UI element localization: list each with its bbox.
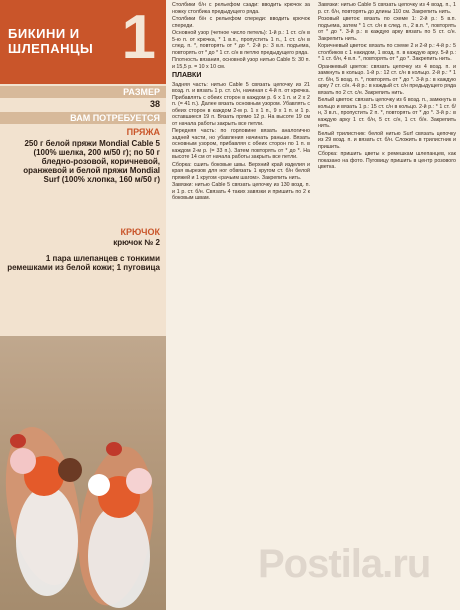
- extra-materials: 1 пара шлепанцев с тонкими ремешками из белой кожи; 1 пуговица: [7, 254, 160, 272]
- paragraph: Розовый цветок: вязать по схеме 1: 2-й р.: 5 в.п. подъема, затем * 1 ст. с/н в след. п., 2 в.п. *, повторять от * до *. 3-й р.: в каждую арку вязать по 5 ст. с/н. Закрепить нить.: [318, 16, 456, 42]
- pattern-number: 1: [121, 3, 156, 72]
- hook-value: крючок № 2: [113, 238, 160, 247]
- paragraph: Столбики б/н с рельефом спереди: вводить крючок спереди.: [172, 16, 310, 29]
- brown-flower-left: [58, 458, 82, 482]
- header-block: [0, 0, 166, 84]
- left-panel: [0, 0, 166, 610]
- paragraph: Сборка: пришить цветы к ремешкам шлепанцев, как показано на фото. Пуговицу пришить в центр розового цветка.: [318, 151, 456, 170]
- watermark: Postila.ru: [258, 542, 431, 582]
- instructions-column-2: [318, 2, 456, 172]
- paragraph: Завязки: нитью Cable 5 связать цепочку из 4 возд. п., 1 р. ст. б/н, повторять до длины 110 см. Закрепить нить.: [318, 2, 456, 15]
- paragraph: Основной узор (четное число петель): 1-й р.: 1 ст. с/н в 5-ю п. от крючка, * 1 в.п., пропустить 1 п., 1 ст. с/н в след. п. *, повторять от * до *. 2-й р.: 3 в.п. подъема, повторять от * до * 1 ст. с/н в петлю предыдущего ряда.: [172, 30, 310, 56]
- page-title: БИКИНИ И ШЛЕПАНЦЫ: [8, 26, 94, 56]
- yarn-value: 250 г белой пряжи Mondial Cable 5 (100% шелка, 200 м/50 г); по 50 г бледно-розовой, коричневой, оранжевой и белой пряжи Mondial Surf (100% хлопка, 160 м/50 г): [23, 139, 160, 184]
- white-flower-right: [88, 474, 110, 496]
- instructions-column-1: [172, 2, 310, 203]
- toenail: [10, 434, 26, 448]
- pink-flower-right: [126, 468, 152, 494]
- sandals-photo: [0, 336, 166, 610]
- yarn-label: ПРЯЖА: [126, 127, 160, 137]
- hook-label: КРЮЧОК: [120, 227, 160, 237]
- sandal-right: [88, 504, 150, 608]
- paragraph: Сборка: сшить боковые швы. Верхний край изделия и края вырезов для ног обвязать 1 кругом ст. б/н белой пряжей и 1 кругом «рачьим шагом». Закрепить нить.: [172, 161, 310, 181]
- size-value: 38: [149, 99, 160, 109]
- paragraph: Белый цветок: связать цепочку из 6 возд. п., замкнуть в кольцо и вязать 1 р.: 15 ст. с/н в кольцо. 2-й р.: * 1 ст. б/н, 3 в.п., пропустить 2 п. *, повторять от * до *. 3-й р.: в каждую арку 1 ст. б/н, 5 ст. с/н, 1 ст. б/н. Закрепить нить.: [318, 97, 456, 129]
- section-heading: ПЛАВКИ: [172, 72, 202, 79]
- sandal-left: [16, 486, 78, 596]
- paragraph: Завязки: нитью Cable 5 связать цепочку из 130 возд. п. и 1 р. ст. б/н. Связать 4 таких завязки и пришить по 2 к боковым швам.: [172, 182, 310, 201]
- size-label: РАЗМЕР: [0, 86, 166, 98]
- paragraph: Коричневый цветок: вязать по схеме 2 и 2-й р.: 4-й р.: 5 столбиков с 1 накидом, 1 возд. п. в каждую арку. 5-й р.: * 1 ст. б/н, 4 в.п. *, повторять от * до *. Закрепить нить.: [318, 43, 456, 62]
- materials-label: ВАМ ПОТРЕБУЕТСЯ: [0, 112, 166, 124]
- paragraph: Белый трилистник: белой нитью Surf связать цепочку из 29 возд. п. и вязать ст. б/н. Сложить в трилистник и пришить.: [318, 130, 456, 150]
- pink-flower-left: [10, 448, 36, 474]
- paragraph: Передняя часть: по горловине вязать аналогично задней части, но убавления начинать раньше. Вязать основным узором, прибавляя с обеих сторон по 1 п. в каждом 2-м р. (= 33 п.). Затем повторять от * до *. На высоте 14 см от начала работы закрыть все петли.: [172, 128, 310, 160]
- paragraph: Столбики б/н с рельефом сзади: вводить крючок за ножку столбика предыдущего ряда.: [172, 2, 310, 15]
- paragraph: Задняя часть: нитью Cable 5 связать цепочку из 21 возд. п. и вязать 1 р. ст. с/н, начиная с 4-й п. от крючка. Прибавлять с обеих сторон в каждом р. 6 х 1 п. и 2 х 2 п. (= 41 п.). Далее вязать основным узором. Убавлять с обеих сторон в каждом 2-м р. 1 х 1 п., 9 х 1 п. и 1 р. оставшиеся 19 п. Вязать прямо 12 р. На высоте 19 см от начала работы закрыть все петли.: [172, 81, 310, 127]
- paragraph: Плотность вязания, основной узор нитью Cable 5: 30 п. и 15,5 р. = 10 х 10 см.: [172, 57, 310, 70]
- toenail: [106, 442, 122, 456]
- paragraph: Оранжевый цветок: связать цепочку из 4 возд. п. и замкнуть в кольцо. 1-й р.: 12 ст. с/н в кольцо. 2-й р.: * 1 ст. б/н, 5 возд. п. *, повторять от * до *. 3-й р.: в каждую арку 7 ст. с/н. 4-й р.: в каждый ст. с/н предыдущего ряда вязать по 2 ст. с/н. Закрепить нить.: [318, 63, 456, 96]
- instructions-area: [172, 0, 456, 610]
